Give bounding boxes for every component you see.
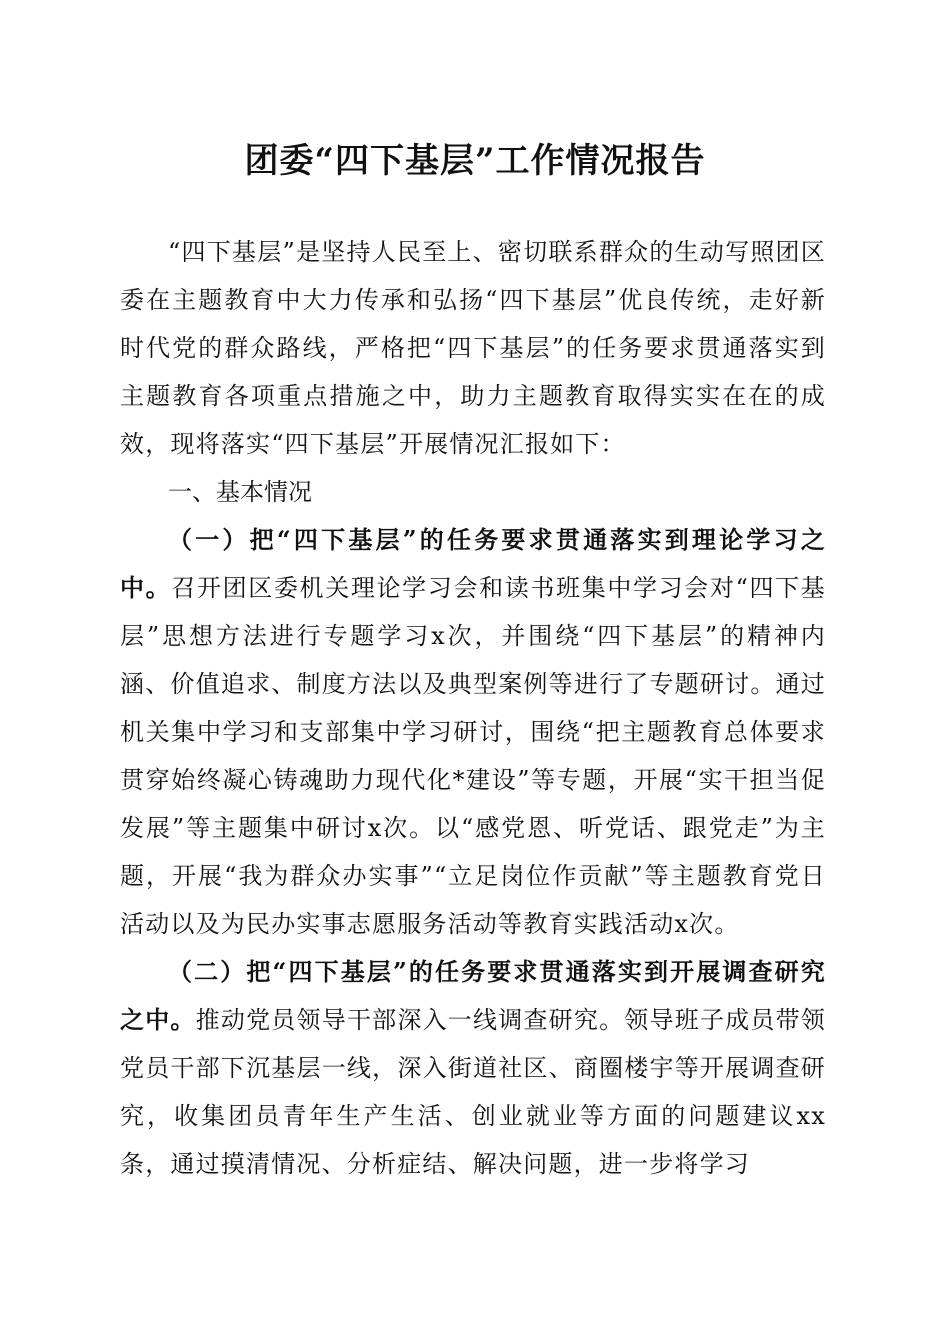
item-two-heading: （二）把“四下基层”的任务要求贯通落实到开展调查研究之中。 (120, 957, 826, 1034)
item-two-body: 推动党员领导干部深入一线调查研究。领导班子成员带领党员干部下沉基层一线，深入街道社区、商圈楼宇等开展调查研究，收集团员青年生产生活、创业就业等方面的问题建议xx条，通过摸清情况、分析症结、解决问题，进一步将学习 (120, 1006, 827, 1178)
item-one-body: 召开团区委机关理论学习会和读书班集中学习会对“四下基层”思想方法进行专题学习x次，并围绕“四下基层”的精神内涵、价值追求、制度方法以及典型案例等进行了专题研讨。通过机关集中学习和支部集中学习研讨，围绕“把主题教育总体要求贯穿始终凝心铸魂助力现代化*建设”等专题，开展“实干担当促发展”等主题集中研讨x次。以“感党恩、听党话、跟党走”为主题，开展“我为群众办实事”“立足岗位作贡献”等主题教育党日活动以及为民办实事志愿服务活动等教育实践活动x次。 (120, 574, 827, 938)
document-body (120, 228, 826, 1188)
item-one-heading: （一）把“四下基层”的任务要求贯通落实到理论学习之中。 (120, 525, 826, 602)
document-title: 团委“四下基层”工作情况报告 (244, 141, 706, 181)
intro-paragraph: “四下基层”是坚持人民至上、密切联系群众的生动写照团区委在主题教育中大力传承和弘扬“四下基层”优良传统，走好新时代党的群众路线，严格把“四下基层”的任务要求贯通落实到主题教育各项重点措施之中，助力主题教育取得实实在在的成效，现将落实“四下基层”开展情况汇报如下： (120, 238, 826, 458)
item-one-paragraph (120, 516, 826, 948)
item-two-paragraph (120, 948, 826, 1188)
section-heading-basic-situation: 一、基本情况 (168, 478, 312, 506)
